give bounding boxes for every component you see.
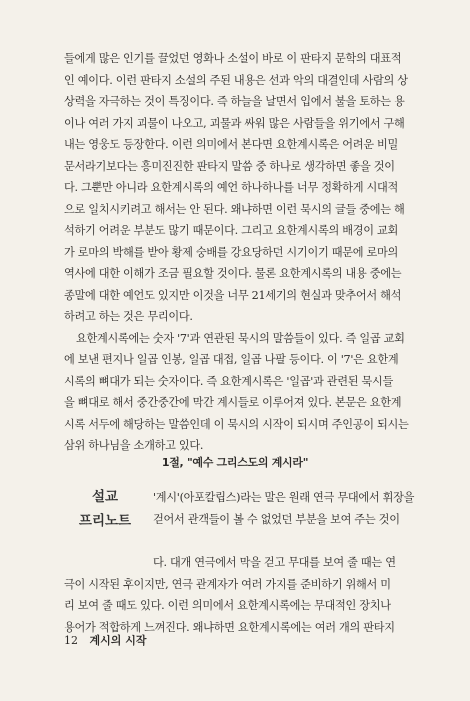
body-line: 석하기 어려운 부분도 많기 때문이다. 그리고 요한계시록의 배경이 교회 bbox=[64, 224, 399, 237]
body-line: 문서라기보다는 흥미진진한 판타지 말씀 중 하나로 생각하면 좋을 것이 bbox=[64, 159, 395, 173]
sermon-note-label bbox=[64, 485, 146, 533]
sermon-line: 극이 시작된 후이지만, 연극 관계자가 여러 가지를 준비하기 위해서 미 bbox=[64, 577, 391, 591]
section-heading: 1절, "예수 그리스도의 계시라" bbox=[161, 456, 309, 469]
paragraph-line: 시록 서두에 해당하는 말씀인데 이 묵시의 시작이 되시며 주인공이 되시는 bbox=[64, 417, 409, 431]
body-line: 역사에 대한 이해가 조금 필요할 것이다. 물론 요한계시록의 내용 중에는 bbox=[64, 267, 402, 280]
paragraph-line: 에 보낸 편지나 일곱 인봉, 일곱 대접, 일곱 나팔 등이다. 이 '7'은 요한계 bbox=[64, 353, 399, 366]
paragraph-line: 요한계시록에는 숫자 '7'과 연관된 묵시의 말씀들이 있다. 즉 일곱 교회 bbox=[76, 331, 405, 345]
page-number: 12 bbox=[64, 634, 78, 647]
body-line: 종말에 대한 예언도 있지만 이것을 너무 21세기의 현실과 맞추어서 해석 bbox=[64, 288, 402, 302]
body-line: 다. 그뿐만 아니라 요한계시록의 예언 하나하나를 너무 정확하게 시대적 bbox=[64, 181, 399, 194]
sermon-line: 걷어서 관객들이 볼 수 없었던 부분을 보여 주는 것이 bbox=[153, 512, 400, 526]
body-line: 상력을 자극하는 것이 특징이다. 즉 하늘을 날면서 입에서 불을 토하는 용 bbox=[64, 95, 405, 108]
paragraph-line: 시록의 뼈대가 되는 숫자이다. 즉 요한계시록은 '일곱'과 관련된 묵시들 bbox=[64, 374, 394, 388]
sermon-line: 용어가 적합하게 느껴진다. 왜냐하면 요한계시록에는 여러 개의 판타지 bbox=[64, 620, 395, 634]
paragraph-line: 을 뼈대로 해서 중간중간에 막간 계시들로 이루어져 있다. 본문은 요한계 bbox=[64, 396, 402, 409]
sermon-line: 다. 대개 연극에서 막을 걷고 무대를 보여 줄 때는 연 bbox=[153, 556, 396, 569]
body-line: 으로 일치시키려고 해서는 안 된다. 왜냐하면 이런 묵시의 글들 중에는 해 bbox=[64, 202, 405, 216]
body-line: 들에게 많은 인기를 끌었던 영화나 소설이 바로 이 판타지 문학의 대표적 bbox=[64, 52, 402, 65]
body-text bbox=[64, 48, 430, 457]
sermon-text-side bbox=[153, 487, 438, 530]
sermon-text bbox=[64, 552, 438, 638]
sermon-line: '계시'(아포칼립스)라는 말은 원래 연극 무대에서 휘장을 bbox=[153, 491, 415, 504]
body-line: 인 예이다. 이런 판타지 소설의 주된 내용은 선과 악의 대결인데 사람의 상 bbox=[64, 73, 408, 87]
running-title: 계시의 시작 bbox=[89, 634, 147, 647]
page-footer bbox=[64, 632, 146, 648]
sidebar-label-line: 프리노트 bbox=[78, 513, 132, 529]
body-line: 하려고 하는 것은 무리이다. bbox=[64, 310, 193, 323]
sermon-line: 리 보여 줄 때도 있다. 이런 의미에서 요한계시록에는 무대적인 장치나 bbox=[64, 599, 391, 612]
body-line: 내는 영웅도 등장한다. 이런 의미에서 본다면 요한계시록은 어려운 비밀 bbox=[64, 138, 399, 151]
sidebar-label-line: 설교 bbox=[91, 489, 119, 505]
body-line: 가 로마의 박해를 받아 황제 숭배를 강요당하던 시기이기 때문에 로마의 bbox=[64, 245, 399, 259]
body-line: 이나 여러 가지 괴물이 나오고, 괴물과 싸워 많은 사람들을 위기에서 구해 bbox=[64, 116, 405, 130]
paragraph-line: 삼위 하나님을 소개하고 있다. bbox=[64, 439, 204, 452]
